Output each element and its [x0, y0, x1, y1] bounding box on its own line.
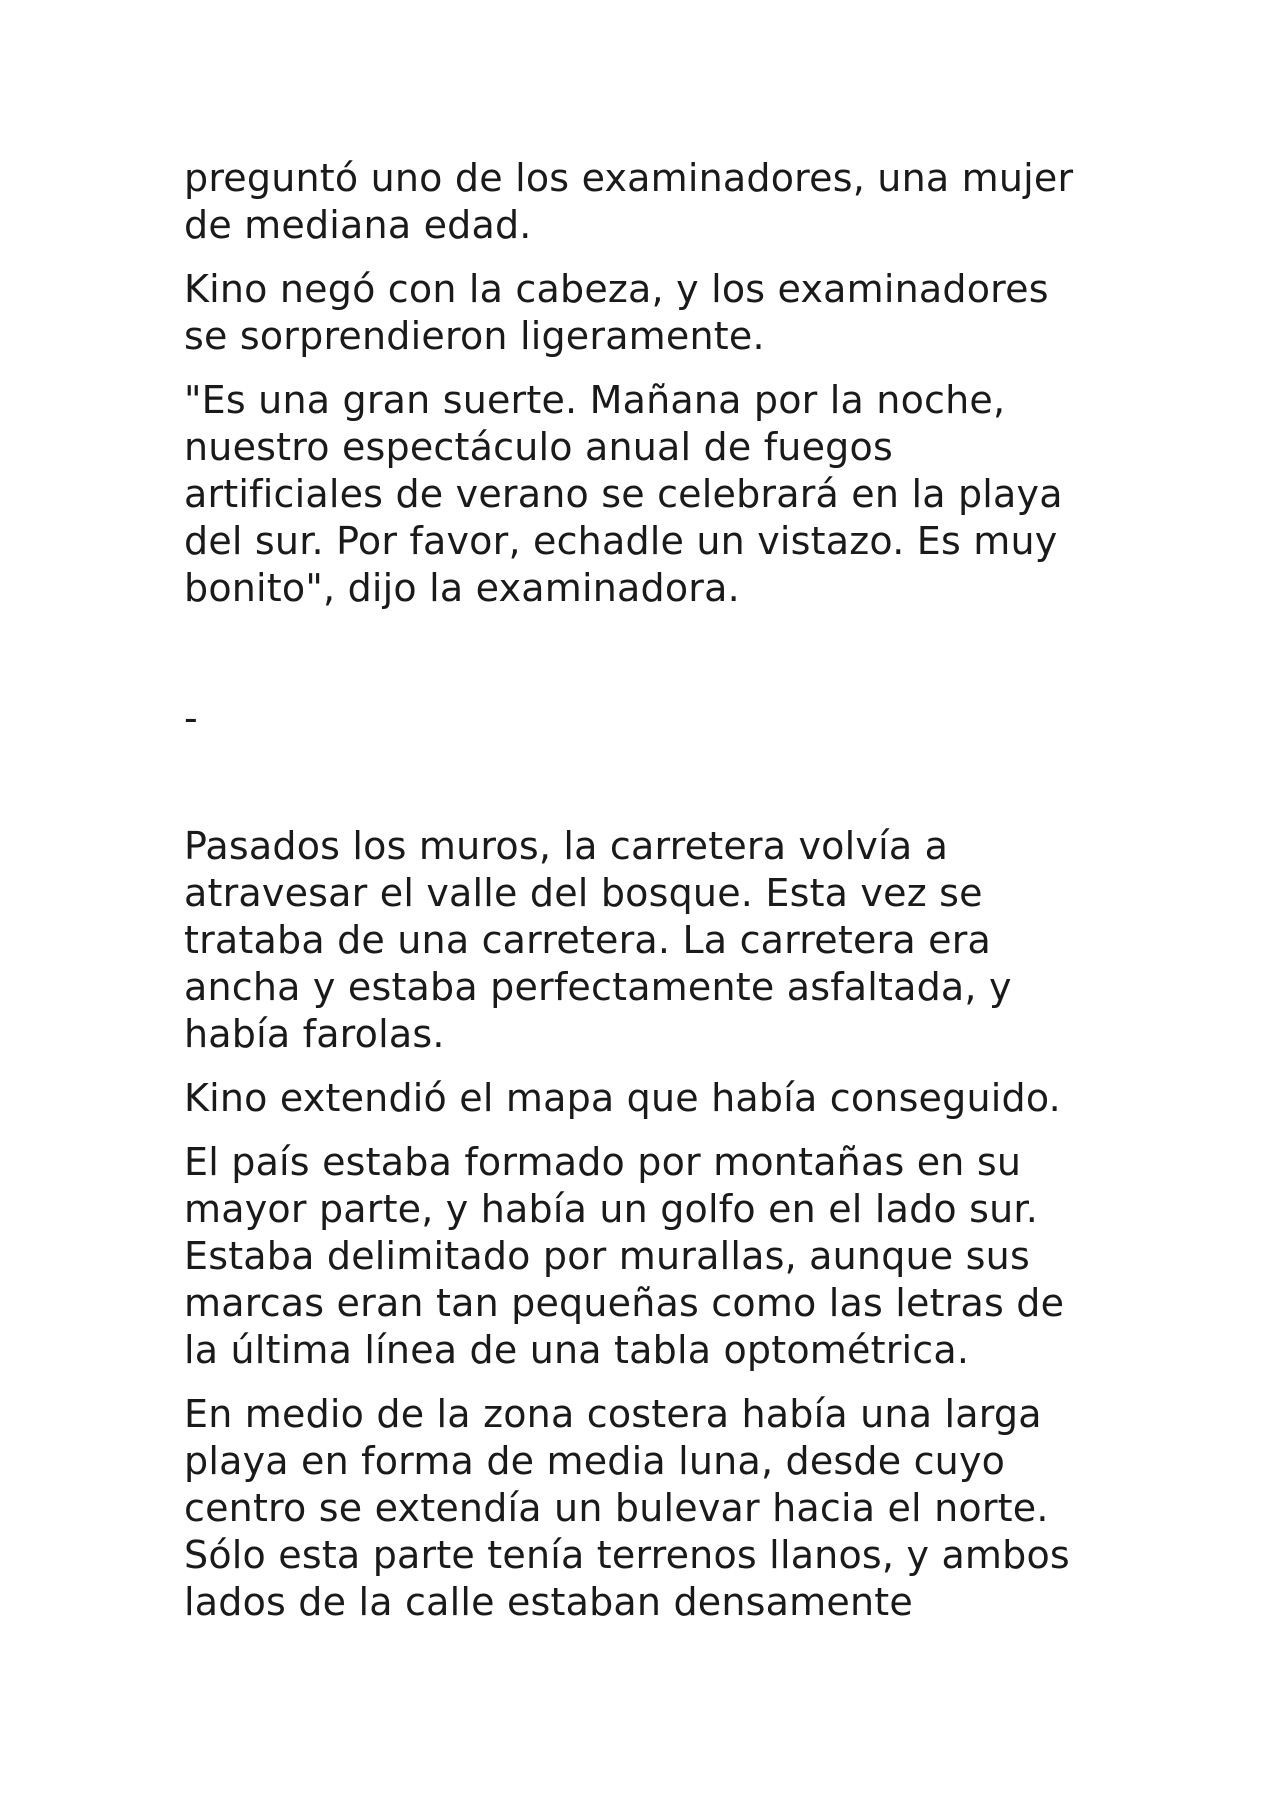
section-one: [184, 155, 1114, 629]
paragraph: Kino negó con la cabeza, y los examinadores se sorprendieron ligeramente.: [184, 267, 1049, 358]
paragraph: El país estaba formado por montañas en su mayor parte, y había un golfo en el lado sur. Estaba delimitado por murallas, aunque sus marcas eran tan pequeñas como las letras de la última línea de una tabla optométrica.: [184, 1140, 1065, 1372]
section-separator: -: [184, 696, 198, 740]
paragraph: En medio de la zona costera había una larga playa en forma de media luna, desde cuyo centro se extendía un bulevar hacia el norte. Sólo esta parte tenía terrenos llanos, y ambos lados de la calle estaban densamente: [184, 1392, 1070, 1624]
paragraph: Pasados los muros, la carretera volvía a atravesar el valle del bosque. Esta vez se trataba de una carretera. La carretera era ancha y estaba perfectamente asfaltada, y había farolas.: [184, 824, 1012, 1056]
paragraph: "Es una gran suerte. Mañana por la noche, nuestro espectáculo anual de fuegos artificiales de verano se celebrará en la playa del sur. Por favor, echadle un vistazo. Es muy bonito", dijo la examinadora.: [184, 378, 1063, 610]
section-two: [184, 823, 1114, 1643]
paragraph: preguntó uno de los examinadores, una mujer de mediana edad.: [184, 156, 1074, 247]
paragraph: Kino extendió el mapa que había conseguido.: [184, 1076, 1061, 1120]
